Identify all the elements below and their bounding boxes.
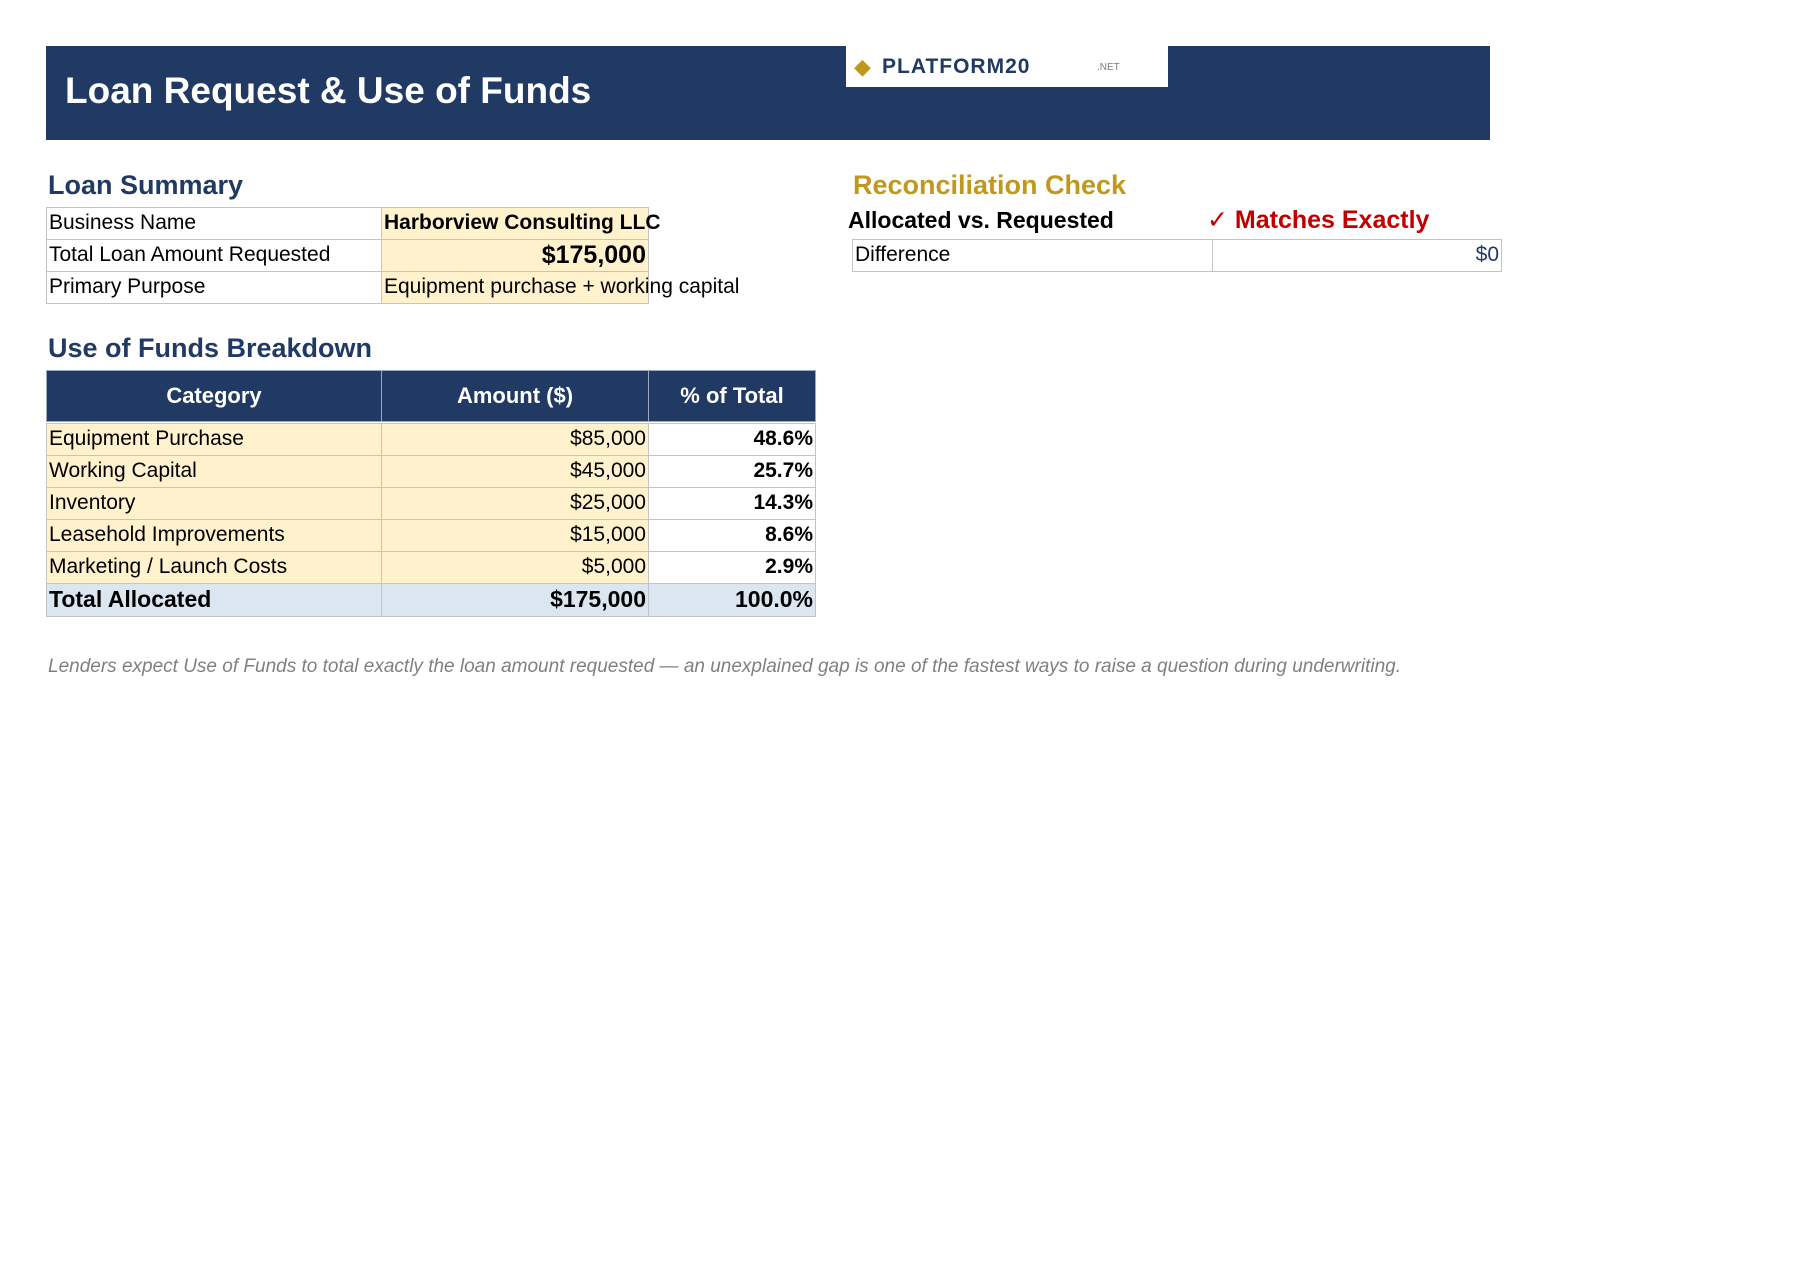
business-name-input[interactable]: Harborview Consulting LLC (381, 207, 649, 240)
amount-cell[interactable]: $45,000 (381, 455, 649, 488)
category-cell[interactable]: Equipment Purchase (46, 423, 382, 456)
loan-amount-input[interactable]: $175,000 (381, 239, 649, 272)
category-cell[interactable]: Inventory (46, 487, 382, 520)
amount-cell[interactable]: $25,000 (381, 487, 649, 520)
percent-cell: 8.6% (648, 519, 816, 552)
total-percent: 100.0% (648, 583, 816, 617)
total-label: Total Allocated (46, 583, 382, 617)
footnote: Lenders expect Use of Funds to total exactly the loan amount requested — an unexplained gap is one of the fastest ways to raise a question during underwriting. (48, 656, 1401, 677)
category-cell[interactable]: Leasehold Improvements (46, 519, 382, 552)
diamond-icon: ◆ (854, 54, 871, 79)
percent-cell: 2.9% (648, 551, 816, 584)
status-badge: ✓ Matches Exactly (1207, 206, 1430, 234)
column-header-amount: Amount ($) (381, 370, 649, 422)
difference-label: Difference (852, 239, 1213, 272)
percent-cell: 14.3% (648, 487, 816, 520)
amount-cell[interactable]: $5,000 (381, 551, 649, 584)
total-amount: $175,000 (381, 583, 649, 617)
column-header-category: Category (46, 370, 382, 422)
logo-suffix: .NET (1097, 62, 1120, 73)
primary-purpose-input[interactable]: Equipment purchase + working capital (381, 271, 649, 304)
allocated-vs-requested-label: Allocated vs. Requested (848, 207, 1114, 233)
summary-label-loan-amount: Total Loan Amount Requested (46, 239, 382, 272)
amount-cell[interactable]: $15,000 (381, 519, 649, 552)
percent-cell: 48.6% (648, 423, 816, 456)
loan-summary-title: Loan Summary (48, 170, 244, 200)
use-of-funds-title: Use of Funds Breakdown (48, 333, 373, 363)
summary-label-business-name: Business Name (46, 207, 382, 240)
difference-value: $0 (1212, 239, 1502, 272)
column-header-percent: % of Total (648, 370, 816, 422)
amount-cell[interactable]: $85,000 (381, 423, 649, 456)
page-title: Loan Request & Use of Funds (65, 70, 592, 111)
logo-text: PLATFORM20 (882, 55, 1031, 78)
category-cell[interactable]: Working Capital (46, 455, 382, 488)
category-cell[interactable]: Marketing / Launch Costs (46, 551, 382, 584)
percent-cell: 25.7% (648, 455, 816, 488)
reconciliation-title: Reconciliation Check (853, 170, 1127, 200)
summary-label-primary-purpose: Primary Purpose (46, 271, 382, 304)
